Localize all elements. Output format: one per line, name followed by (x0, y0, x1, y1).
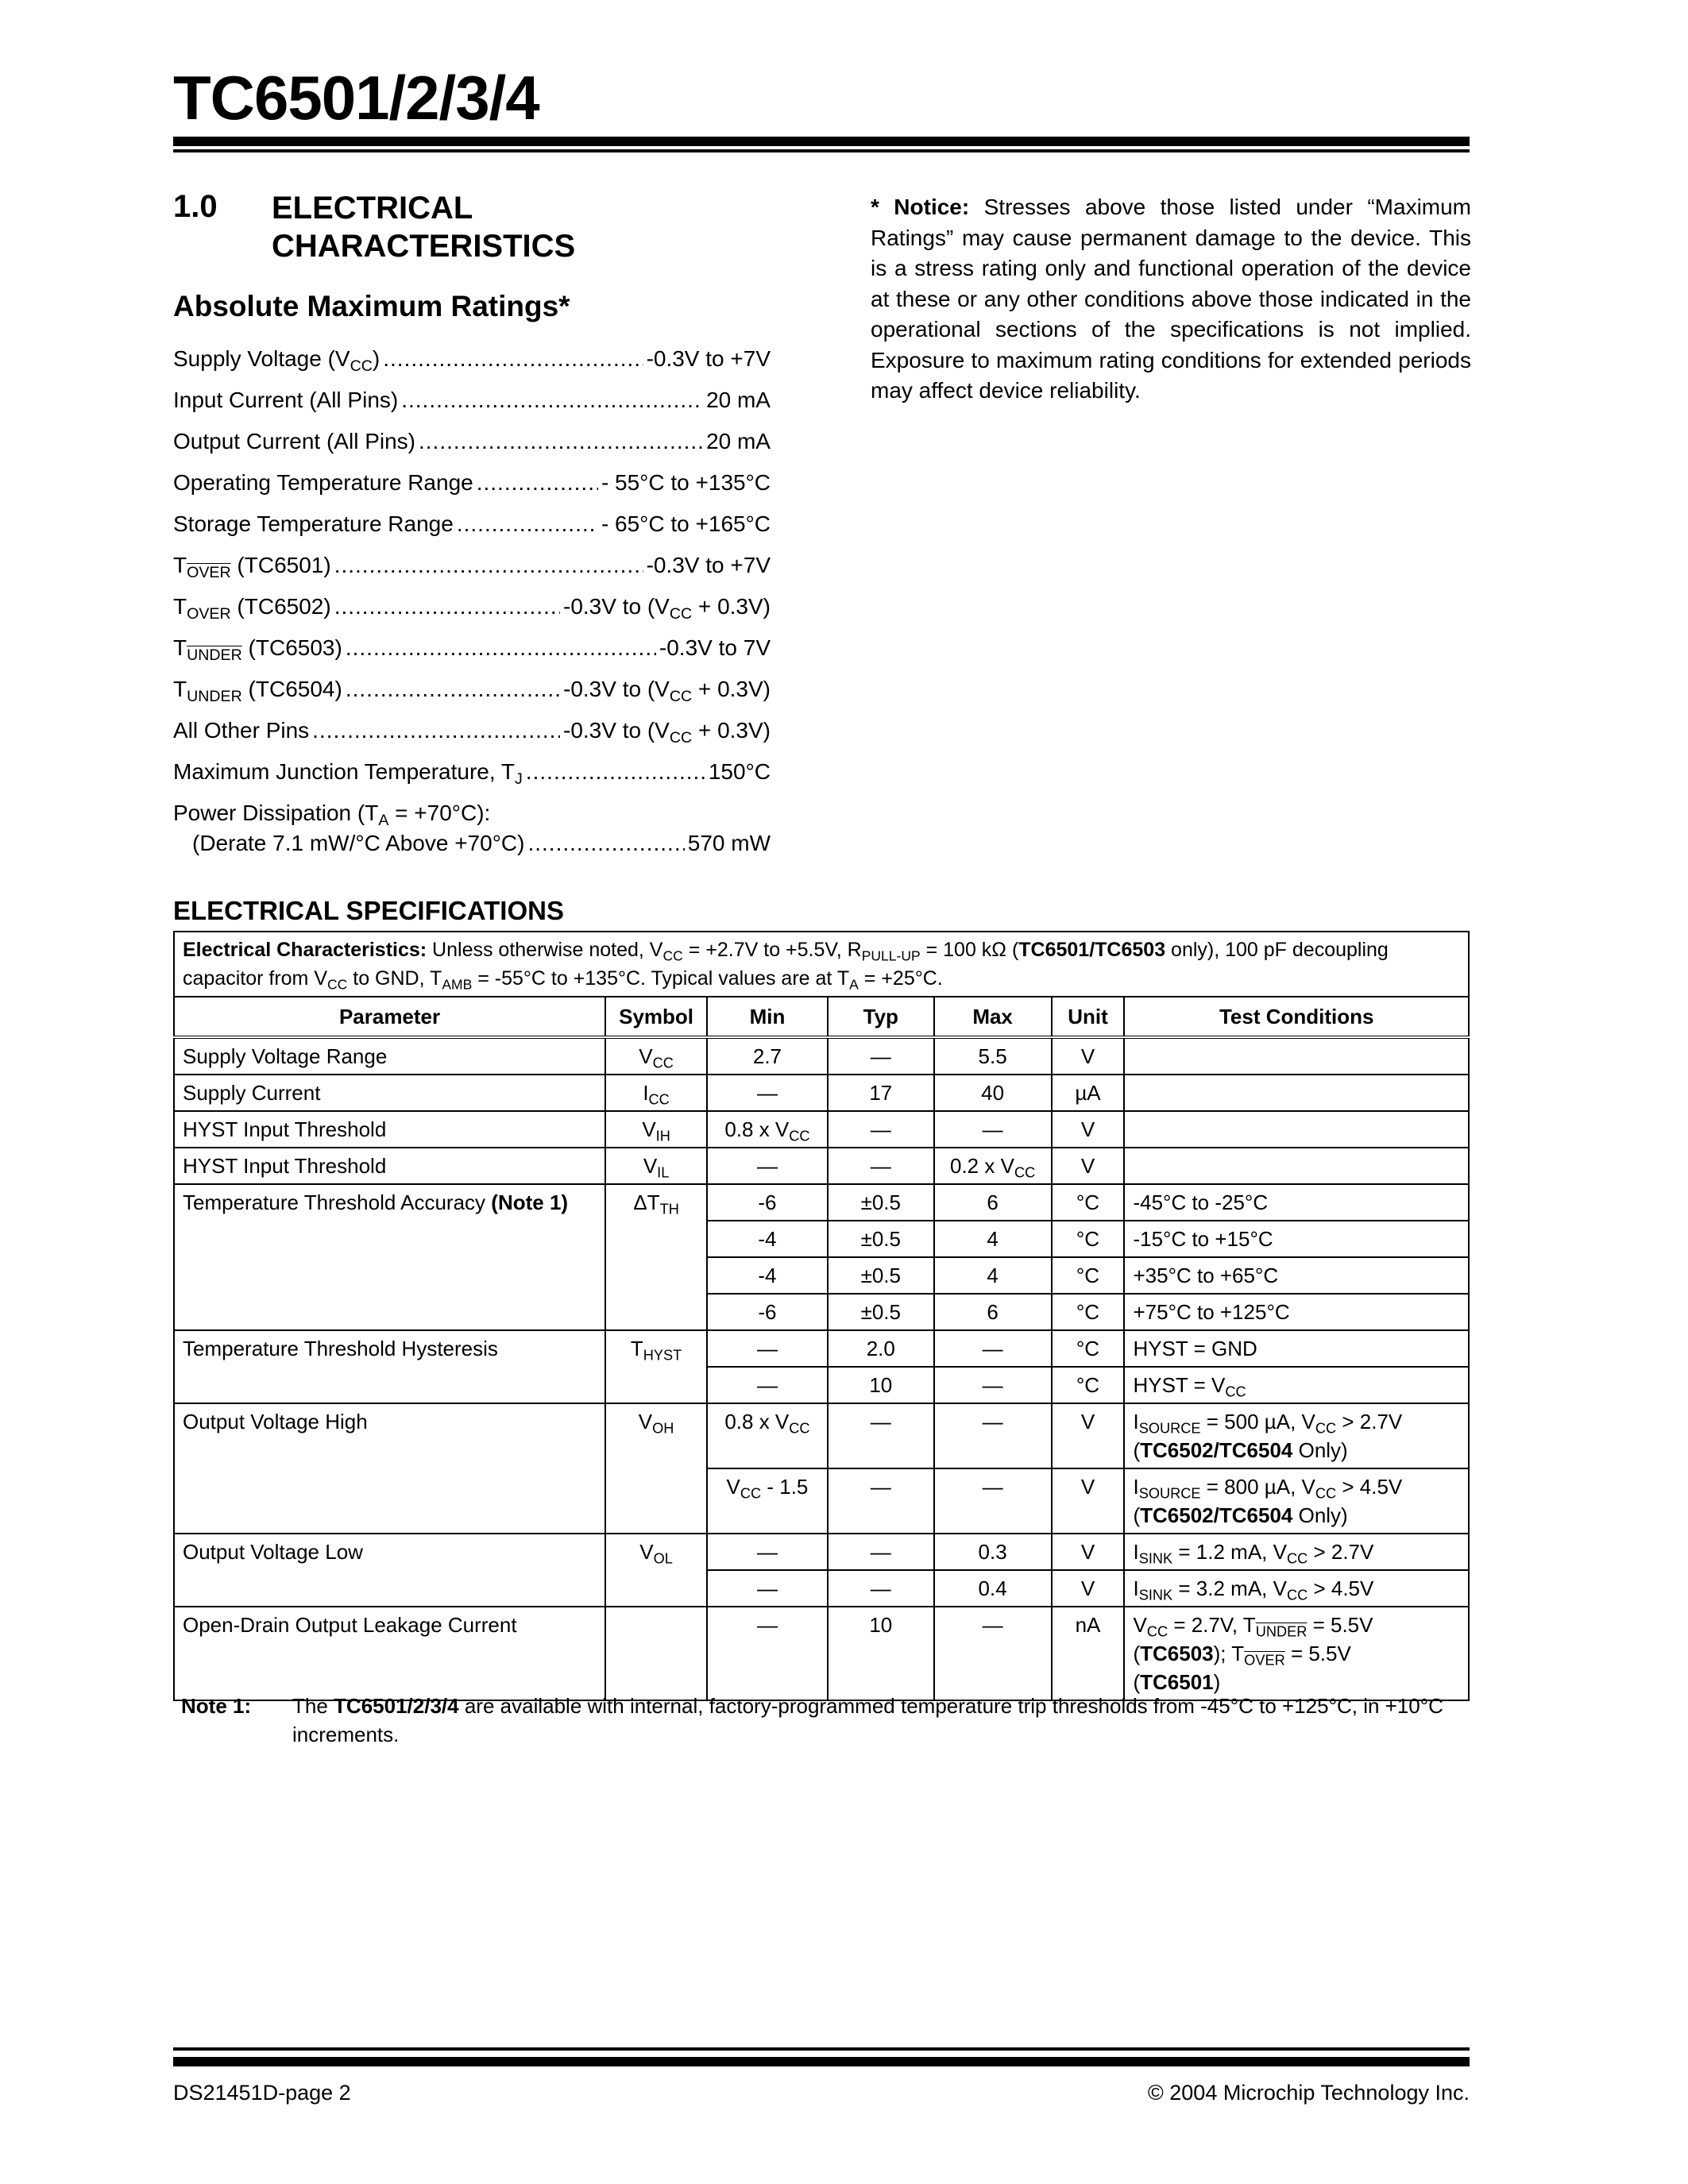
rating-row (173, 511, 771, 537)
section-title-line2: CHARACTERISTICS (272, 229, 576, 264)
rating-label: $T_{UNDER}$ (TC6504) (173, 677, 342, 705)
rating-row (173, 718, 771, 747)
rating-row (173, 759, 771, 788)
rating-value: -0.3V to +7V (646, 553, 771, 577)
rating-label: (Derate 7.1 mW/°C Above +70°C) (192, 831, 525, 855)
table-row: — 10 — °C HYST = $V_{CC}$ (174, 1367, 1469, 1403)
rating-row (173, 594, 771, 623)
rating-value: -0.3V to 7V (659, 635, 771, 660)
notice-paragraph (871, 192, 1471, 407)
rating-row (173, 388, 771, 413)
rating-row (173, 346, 771, 375)
rating-label: Output Current (All Pins) (173, 429, 415, 453)
table-row: Supply Current $I_{CC}$ — 17 40 µA (174, 1075, 1469, 1111)
rating-label: Storage Temperature Range (173, 511, 454, 536)
rating-label: $T_{UNDER}$ (TC6503) (173, 635, 342, 664)
section-number: 1.0 (173, 189, 218, 224)
rating-value: - 65°C to +165°C (601, 511, 771, 536)
table-row: — — 0.4 V $I_{SINK} = 3.2$ mA, $V_{CC} > 4.5V$ (174, 1570, 1469, 1607)
footer-copyright: © 2004 Microchip Technology Inc. (1147, 2081, 1470, 2105)
rating-value: -0.3V to $(V_{CC} + 0.3V)$ (563, 594, 771, 623)
rating-label: Maximum Junction Temperature, $T_J$ (173, 759, 523, 788)
col-header: Parameter (174, 997, 605, 1037)
rating-row (192, 831, 771, 856)
section-title (272, 189, 575, 265)
rating-value: 570 mW (687, 831, 771, 855)
col-header: Typ (828, 997, 934, 1037)
note-label: Note 1: (181, 1694, 252, 1718)
rating-label: Input Current (All Pins) (173, 388, 399, 412)
footer-rule-thin (173, 2047, 1470, 2051)
table-header-row (174, 997, 1469, 1037)
footer-page-id: DS21451D-page 2 (173, 2081, 351, 2105)
rating-value: -0.3V to +7V (646, 346, 771, 371)
rating-value: 150°C (708, 759, 771, 784)
col-header: Max (934, 997, 1052, 1037)
col-header: Test Conditions (1124, 997, 1469, 1037)
table-row: -6 ±0.5 6 °C +75°C to +125°C (174, 1294, 1469, 1330)
rating-label: Operating Temperature Range (173, 470, 473, 495)
header-rule-thin (173, 149, 1470, 152)
rating-label: Supply Voltage $(V_{CC})$ (173, 346, 380, 375)
table-row: Supply Voltage Range $V_{CC}$ 2.7 — 5.5 V (174, 1037, 1469, 1075)
col-header: Unit (1052, 997, 1125, 1037)
rating-value: 20 mA (706, 388, 771, 412)
electrical-characteristics-caption: Electrical Characteristics: Unless otherwise noted, $V_{CC} = +2.7V$ to +5.5V, $R_{PULL-UP} = 100$ kΩ (TC6501/TC6503 only), 100 pF decoupling capacitor from $V_{CC}$ to GND, $T_{AMB} = -55^\circ C$ to +135°C. Typical values are at $T_A = +25^\circ C$. (174, 932, 1469, 997)
table-row: Open-Drain Output Leakage Current — 10 — nA $V_{CC} = 2.7V$, $T_{UNDER} = 5.5V$ (TC6503); $T_{OVER} = 5.5V$ (TC6501) (174, 1607, 1469, 1700)
table-row: Temperature Threshold Hysteresis $T_{HYST}$ — 2.0 — °C HYST = GND (174, 1330, 1469, 1367)
page-title: TC6501/2/3/4 (173, 63, 539, 133)
rating-value: -0.3V to $(V_{CC} + 0.3V)$ (563, 677, 771, 705)
electrical-specs-table (173, 931, 1470, 1701)
specs-heading: ELECTRICAL SPECIFICATIONS (173, 896, 564, 925)
notice-label: * Notice: (871, 195, 970, 219)
rating-label: $T_{OVER}$ (TC6502) (173, 594, 331, 623)
table-row: HYST Input Threshold $V_{IH}$ 0.8 x $V_{CC}$ — — V (174, 1111, 1469, 1148)
header-rule-thick (173, 137, 1470, 146)
table-row: -4 ±0.5 4 °C +35°C to +65°C (174, 1257, 1469, 1294)
table-row: -4 ±0.5 4 °C -15°C to +15°C (174, 1221, 1469, 1257)
rating-row (173, 470, 771, 496)
rating-row (173, 801, 771, 829)
table-caption-row (174, 932, 1469, 997)
rating-value: -0.3V to $(V_{CC} + 0.3V)$ (563, 718, 771, 747)
rating-label: $T_{OVER}$ (TC6501) (173, 553, 331, 581)
notice-text: Stresses above those listed under “Maximum Ratings” may cause permanent damage to the device. This is a stress rating only and functional operation of the device at these or any other conditions above those indicated in the operational sections of the specifications is not implied. Exposure to maximum rating conditions for extended periods may affect device reliability. (871, 195, 1472, 403)
table-row: $V_{CC} - 1.5$ — — V $I_{SOURCE} = 800$ µA, $V_{CC} > 4.5V$ (TC6502/TC6504 Only) (174, 1468, 1469, 1534)
footer-rule-thick (173, 2057, 1470, 2066)
rating-label: Power Dissipation $(T_A = +70^\circ C)$: (173, 801, 491, 829)
rating-label: All Other Pins (173, 718, 310, 743)
table-row: HYST Input Threshold $V_{IL}$ — — 0.2 x $V_{CC}$ V (174, 1148, 1469, 1184)
rating-row (173, 429, 771, 454)
table-row: Output Voltage Low $V_{OL}$ — — 0.3 V $I_{SINK} = 1.2$ mA, $V_{CC} > 2.7V$ (174, 1534, 1469, 1570)
abs-max-heading: Absolute Maximum Ratings* (173, 290, 570, 322)
rating-value: 20 mA (706, 429, 771, 453)
table-row: Output Voltage High $V_{OH}$ 0.8 x $V_{CC}$ — — V $I_{SOURCE} = 500$ µA, $V_{CC} > 2.7V$ (TC6502/TC6504 Only) (174, 1403, 1469, 1468)
note-text: The TC6501/2/3/4 are available with internal, factory-programmed temperature trip thresholds from -45°C to +125°C, in +10°C increments. (292, 1694, 1443, 1746)
section-title-line1: ELECTRICAL (272, 191, 473, 226)
col-header: Symbol (605, 997, 707, 1037)
rating-row (173, 677, 771, 705)
table-row: Temperature Threshold Accuracy (Note 1) $\Delta T_{TH}$ -6 ±0.5 6 °C -45°C to -25°C (174, 1184, 1469, 1221)
rating-row (173, 635, 771, 664)
col-header: Min (707, 997, 828, 1037)
rating-row (173, 553, 771, 581)
rating-value: - 55°C to +135°C (601, 470, 771, 495)
